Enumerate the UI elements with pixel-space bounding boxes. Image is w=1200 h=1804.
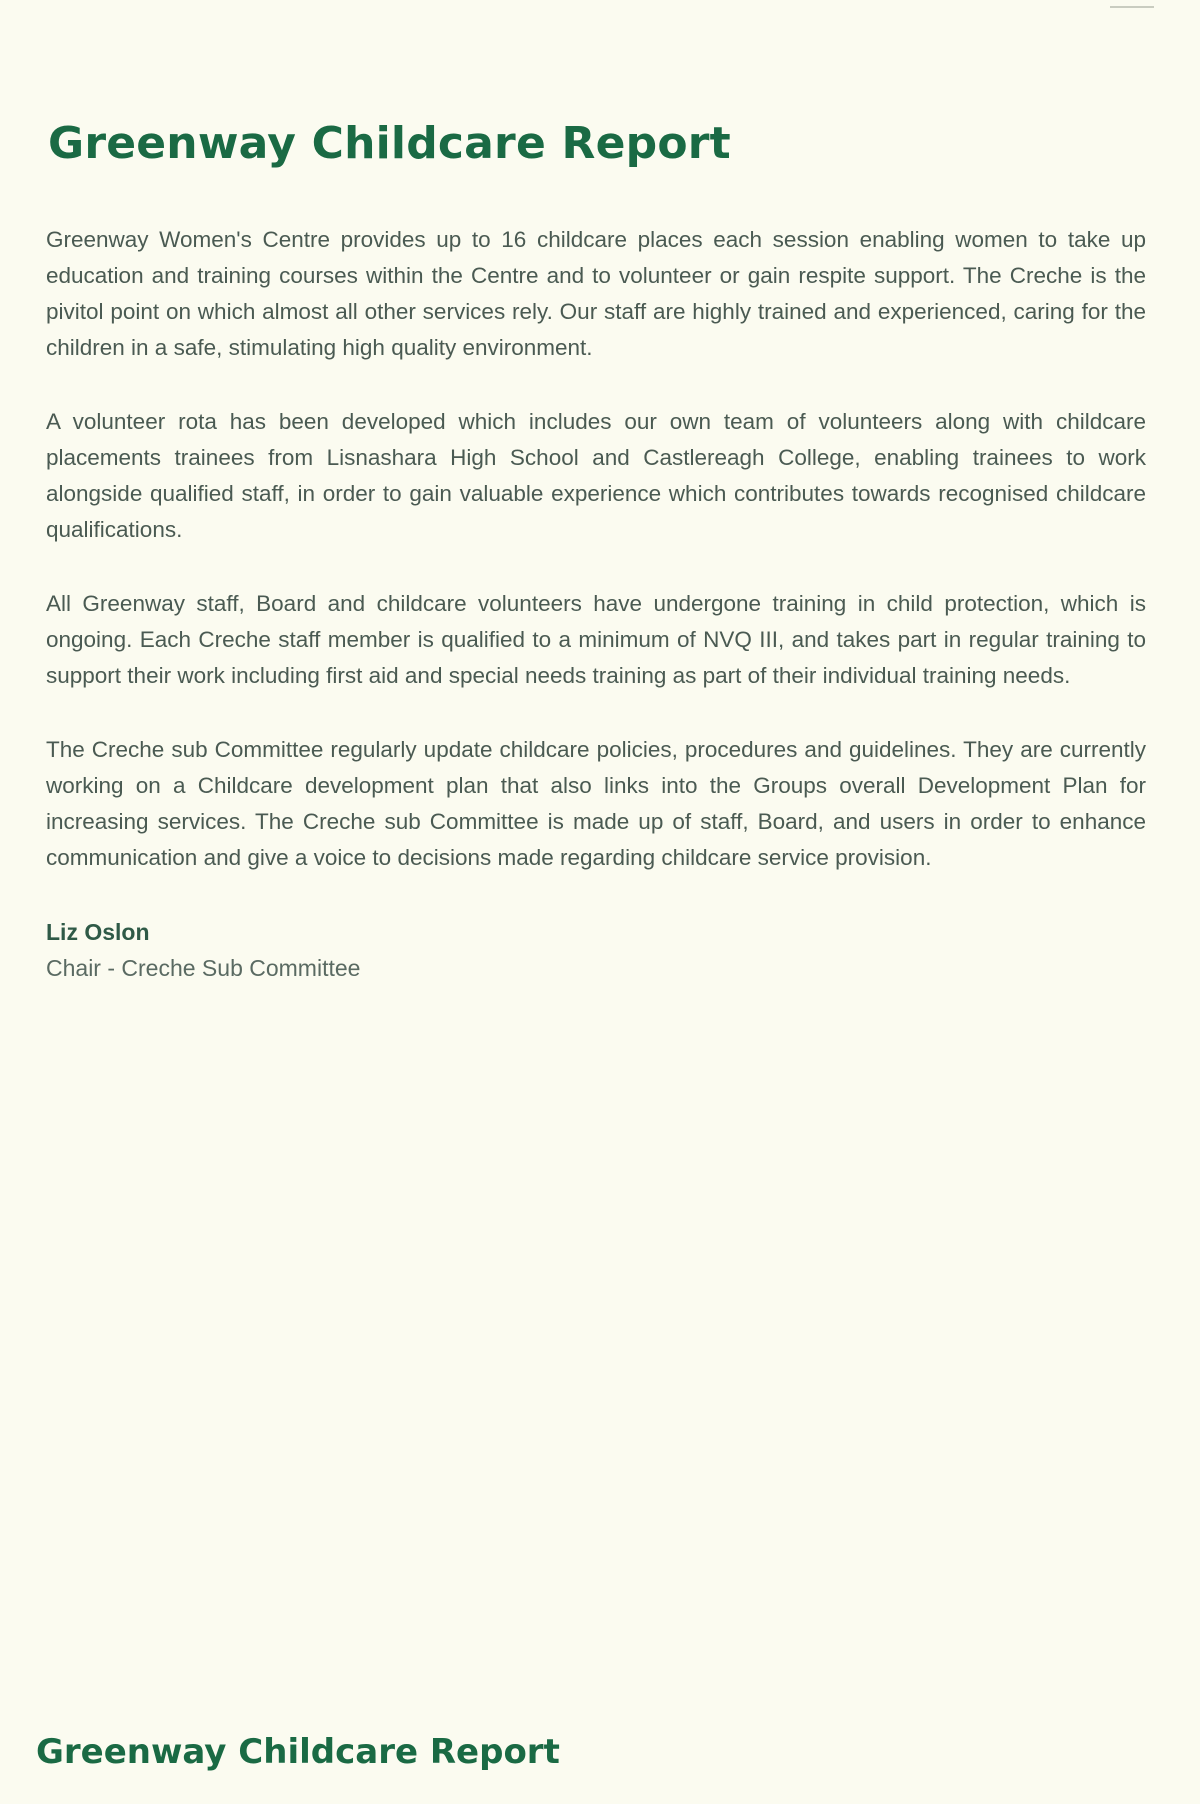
signature-block [46,914,1146,986]
paragraph-intro: Greenway Women's Centre provides up to 16 childcare places each session enabling women to take up education and training courses within the Centre and to volunteer or gain respite support. The Creche is the pivitol point on which almost all other services rely. Our staff are highly trained and experienced, caring for the children in a safe, stimulating high quality environment. [46,227,1146,360]
footer-title: Greenway Childcare Report [36,1732,560,1772]
paragraph-volunteer-rota: A volunteer rota has been developed which includes our own team of volunteers along with childcare placements trainees from Lisnashara High School and Castlereagh College, enabling trainees to work alongside qualified staff, in order to gain valuable experience which contributes towards recognised childcare qualifications. [46,409,1146,542]
signature-role: Chair - Creche Sub Committee [46,955,361,981]
paragraph-training: All Greenway staff, Board and childcare volunteers have undergone training in child protection, which is ongoing. Each Creche staff member is qualified to a minimum of NVQ III, and takes part in regular training to support their work including first aid and special needs training as part of their individual training needs. [46,591,1146,688]
page-title: Greenway Childcare Report [48,118,731,169]
report-body [46,222,1146,986]
corner-rule [1110,6,1154,8]
paragraph-sub-committee: The Creche sub Committee regularly update childcare policies, procedures and guidelines. They are currently working on a Childcare development plan that also links into the Groups overall Development Plan for increasing services. The Creche sub Committee is made up of staff, Board, and users in order to enhance communication and give a voice to decisions made regarding childcare service provision. [46,737,1146,870]
signature-name: Liz Oslon [46,919,150,945]
